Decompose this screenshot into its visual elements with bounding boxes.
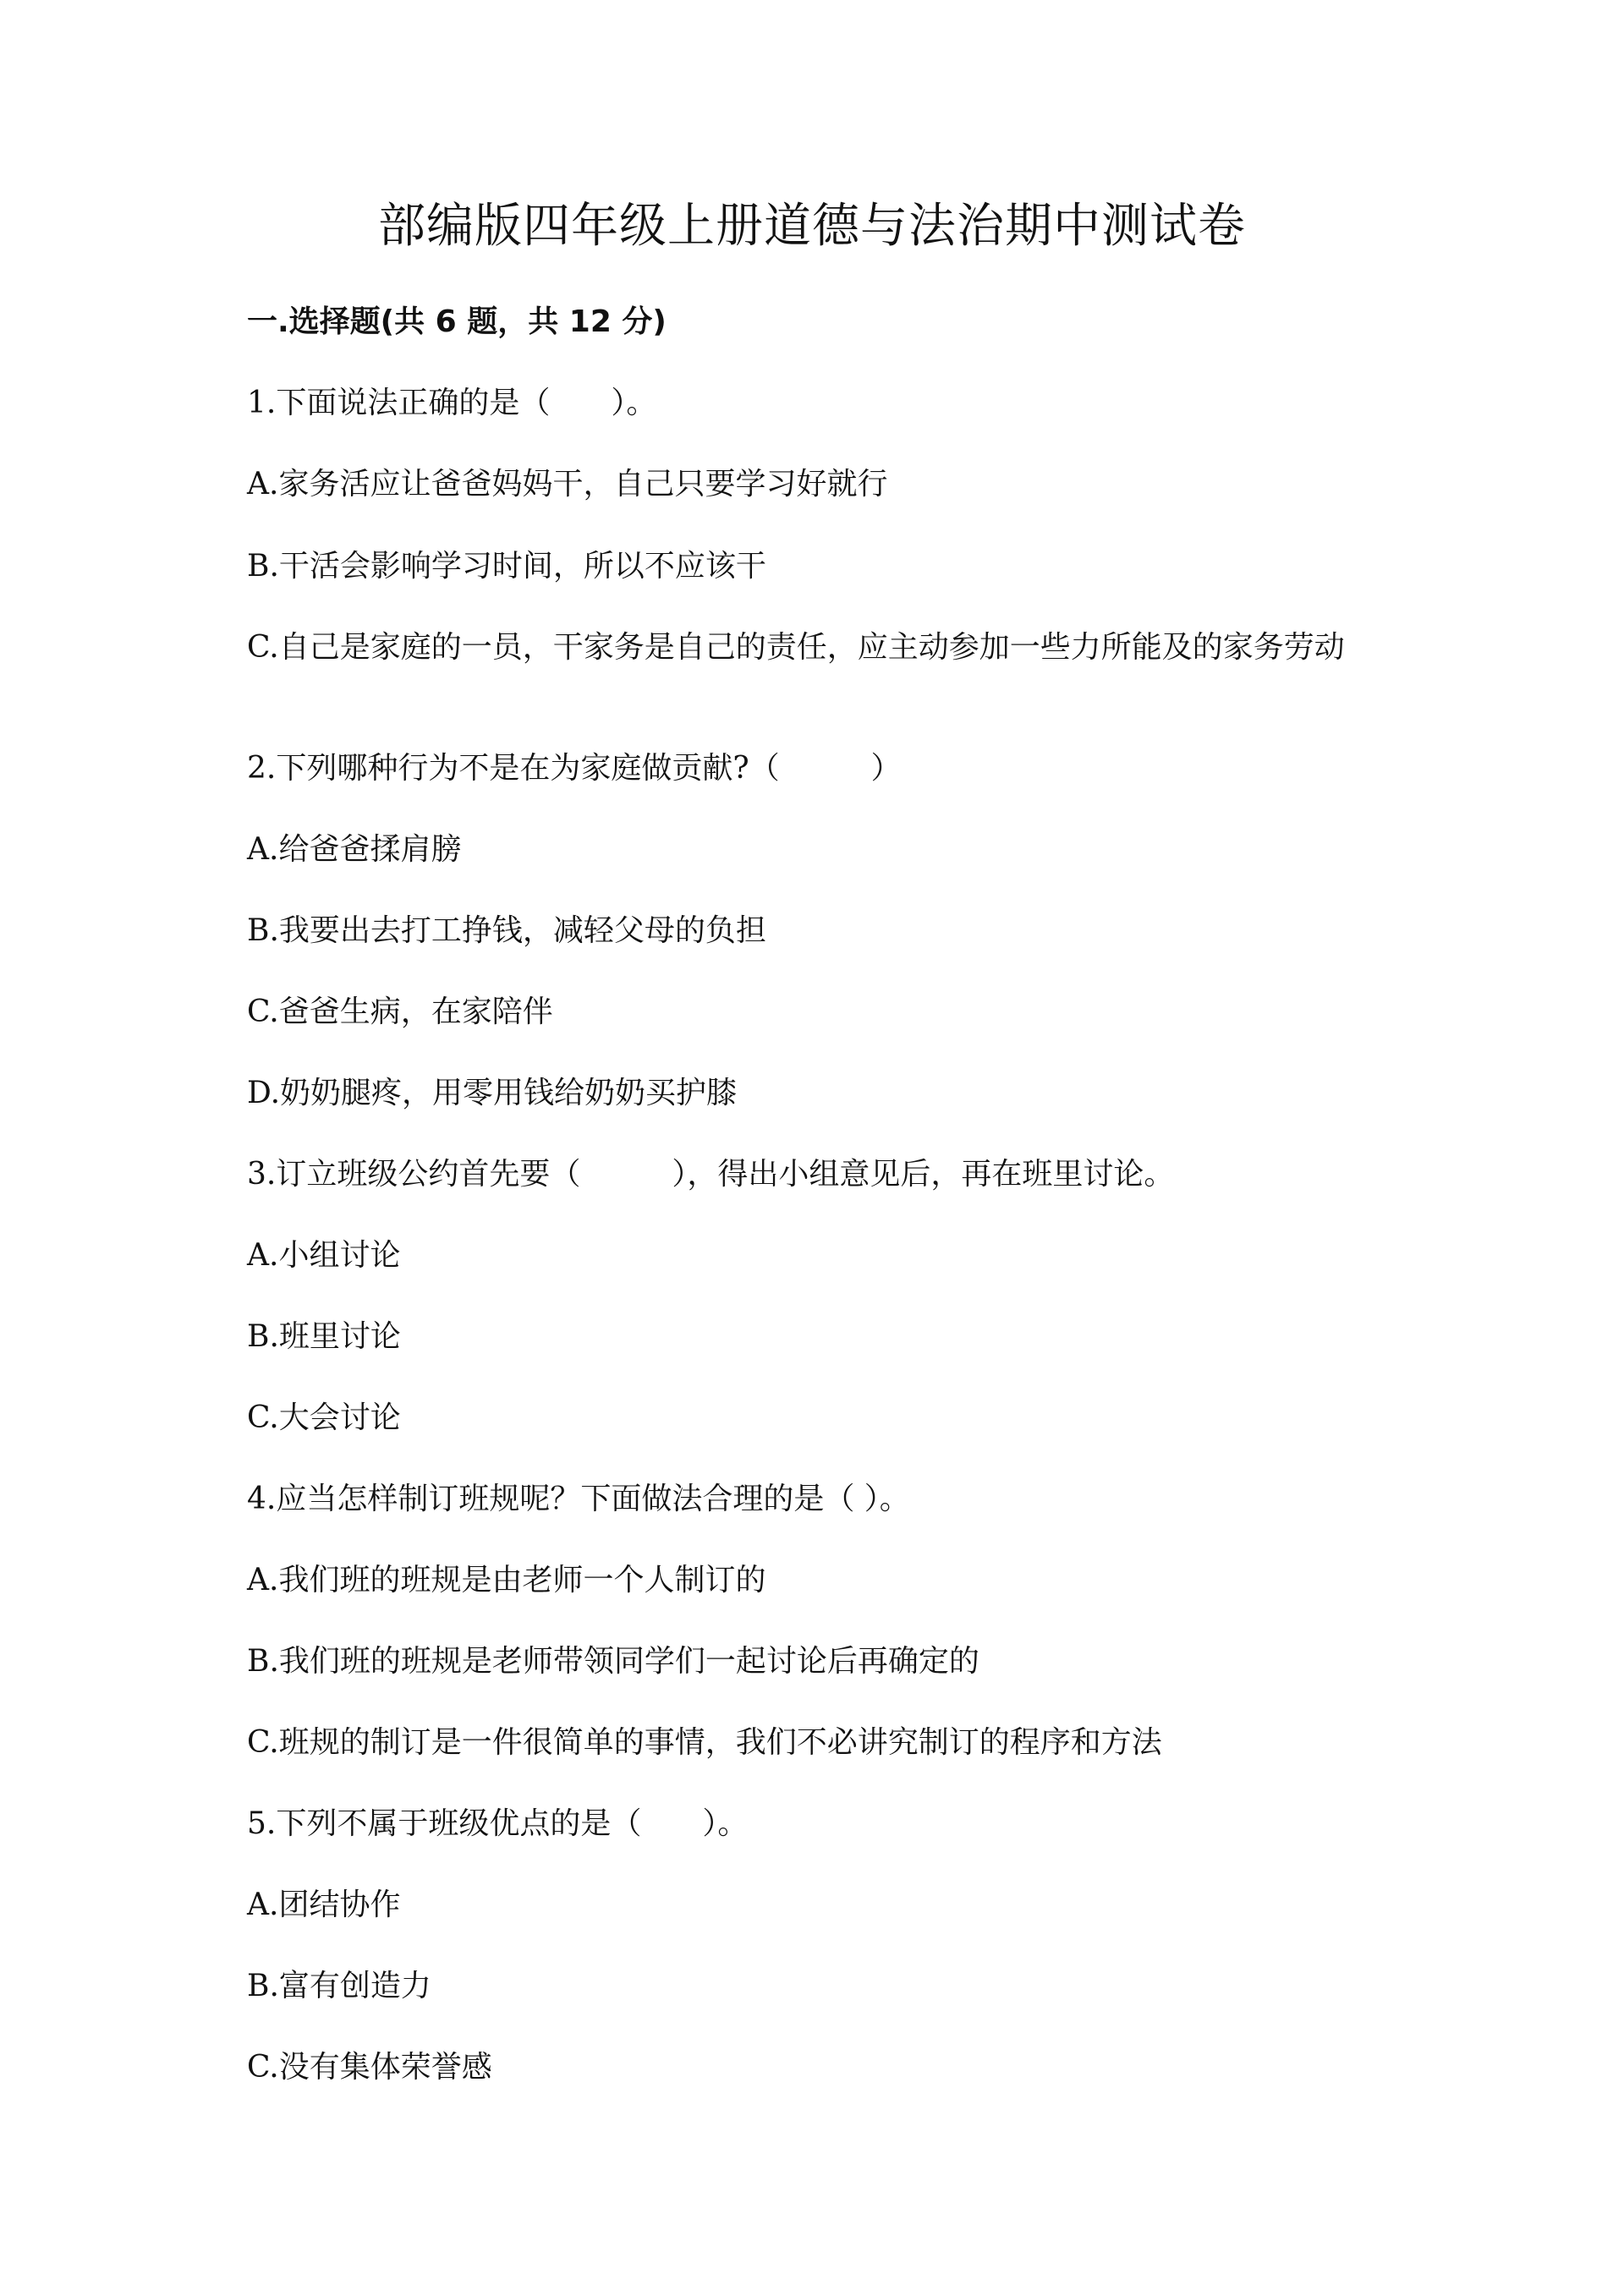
question-1-option-a: A.家务活应让爸爸妈妈干，自己只要学习好就行 [247, 467, 888, 501]
question-2-option-d: D.奶奶腿疼，用零用钱给奶奶买护膝 [247, 1076, 738, 1110]
question-3-option-a: A.小组讨论 [247, 1238, 401, 1273]
question-4-option-b: B.我们班的班规是老师带领同学们一起讨论后再确定的 [247, 1644, 979, 1679]
question-5-option-b: B.富有创造力 [247, 1969, 431, 2003]
question-3-option-c: C.大会讨论 [247, 1400, 401, 1435]
question-4-option-a: A.我们班的班规是由老师一个人制订的 [247, 1563, 766, 1597]
question-5-option-a: A.团结协作 [247, 1888, 401, 1922]
question-4-stem: 4.应当怎样制订班规呢？下面做法合理的是（ ）。 [247, 1482, 910, 1516]
question-2-option-c: C.爸爸生病，在家陪伴 [247, 995, 553, 1029]
question-3-stem: 3.订立班级公约首先要（ ），得出小组意见后，再在班里讨论。 [247, 1157, 1175, 1192]
question-3-option-b: B.班里讨论 [247, 1319, 401, 1354]
exam-title: 部编版四年级上册道德与法治期中测试卷 [378, 199, 1246, 254]
question-4-option-c: C.班规的制订是一件很简单的事情，我们不必讲究制订的程序和方法 [247, 1725, 1162, 1760]
question-2-option-a: A.给爸爸揉肩膀 [247, 832, 462, 867]
question-1-option-b: B.干活会影响学习时间，所以不应该干 [247, 549, 766, 584]
section-heading-multiple-choice: 一.选择题(共 6 题，共 12 分) [247, 304, 667, 339]
question-5-stem: 5.下列不属于班级优点的是（ ）。 [247, 1806, 749, 1841]
question-2-stem: 2.下列哪种行为不是在为家庭做贡献?（ ） [247, 751, 902, 786]
question-2-option-b: B.我要出去打工挣钱，减轻父母的负担 [247, 913, 766, 948]
question-5-option-c: C.没有集体荣誉感 [247, 2050, 492, 2085]
question-1-option-c: C.自己是家庭的一员，干家务是自己的责任，应主动参加一些力所能及的家务劳动 [247, 630, 1345, 665]
question-1-stem: 1.下面说法正确的是（ ）。 [247, 386, 657, 420]
